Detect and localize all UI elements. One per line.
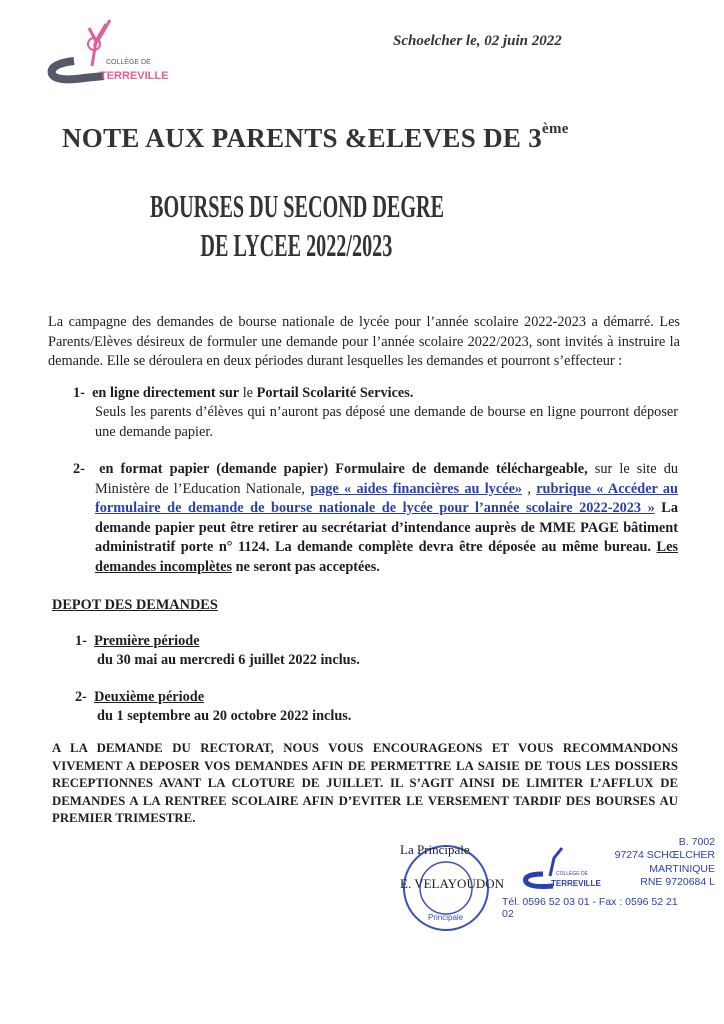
title-superscript: ème: [542, 121, 569, 137]
address-line: RNE 9720684 L: [640, 876, 715, 888]
period-1: [75, 632, 680, 670]
banner-wordart: [150, 180, 510, 280]
address-line: B. 7002: [678, 835, 715, 848]
svg-text:TERREVILLE: TERREVILLE: [100, 70, 169, 82]
incomplete-warning: Les demandes incomplètes: [95, 539, 678, 575]
document-title: [62, 123, 569, 154]
formulaire-link[interactable]: rubrique « Accéder au formulaire de demande de bourse nationale de lycée pour l’année scolaire 2022-2023 »: [95, 480, 678, 516]
banner-line1: BOURSES DU SECOND DEGRE: [150, 188, 445, 224]
intro-paragraph: La campagne des demandes de bourse nationale de lycée pour l’année scolaire 2022-2023 a démarré. Les Parents/Elèves désireux de formuler une demande pour l’année scolaire 2022/2023, sont invités à instruire la demande. Elle se déroulera en deux périodes durant lesquelles les demandes et pourront s’effecteur :: [48, 314, 680, 369]
item-heading: en format papier (demande papier) Formulaire de demande téléchargeable,: [99, 461, 588, 477]
college-logo: [44, 16, 169, 86]
list-item-online: [73, 384, 678, 443]
document-date: Schoelcher le, 02 juin 2022: [393, 33, 562, 49]
school-phone-fax: Tél. 0596 52 03 01 - Fax : 0596 52 21 02: [502, 895, 678, 920]
signatory-role: La Principale: [400, 841, 470, 857]
depot-heading: DEPOT DES DEMANDES: [52, 597, 218, 613]
item-text-bold: La demande papier peut être retirer au secrétariat d’intendance auprès de MME PAGE bâtiment administratif porte n° 1124. La demande complète devra être déposée au même bureau.: [95, 500, 678, 555]
school-address: [555, 836, 715, 890]
period-label: Première période: [94, 633, 200, 649]
item-number: 2-: [73, 461, 85, 477]
signature-block: [400, 842, 504, 892]
address-line: MARTINIQUE: [649, 862, 715, 875]
item-description: Seuls les parents d’élèves qui n’auront pas déposé une demande de bourse en ligne pourront déposer une demande papier.: [95, 404, 678, 440]
item-text: le: [239, 384, 257, 401]
period-2: [75, 688, 680, 726]
period-dates: du 1 septembre au 20 octobre 2022 inclus.: [97, 708, 352, 724]
list-item-paper: [73, 460, 678, 577]
period-dates: du 30 mai au mercredi 6 juillet 2022 inclus.: [97, 652, 360, 668]
address-line: 97274 SCHŒLCHER: [614, 849, 715, 861]
item-text: sur le site du Ministère de l’Education Nationale,: [95, 461, 678, 497]
item-heading: en ligne directement sur: [92, 384, 240, 401]
title-text: NOTE AUX PARENTS &ELEVES DE 3: [62, 123, 543, 153]
item-number: 1-: [73, 384, 85, 401]
item-text: ,: [522, 480, 537, 497]
banner-line2: DE LYCEE 2022/2023: [200, 227, 393, 264]
signature-footer: [48, 835, 715, 946]
period-number: 2-: [75, 689, 87, 705]
svg-text:COLLÈGE DE: COLLÈGE DE: [106, 59, 151, 66]
signatory-name: E. VELAYOUDON: [400, 875, 504, 891]
portal-name: Portail Scolarité Services.: [256, 384, 414, 401]
item-text-bold: ne seront pas acceptées.: [232, 558, 380, 575]
period-number: 1-: [75, 633, 87, 649]
svg-text:COLLÈGE DE: COLLÈGE DE: [556, 870, 588, 877]
svg-text:Principale: Principale: [428, 912, 464, 922]
period-label: Deuxième période: [94, 689, 205, 705]
aides-financieres-link[interactable]: page « aides financières au lycée»: [310, 480, 523, 497]
svg-text:TERREVILLE: TERREVILLE: [551, 878, 601, 888]
rectorat-notice: A LA DEMANDE DU RECTORAT, NOUS VOUS ENCOURAGEONS ET VOUS RECOMMANDONS VIVEMENT A DEPOSER VOS DEMANDES AFIN DE PERMETTRE LA SAISIE DE TOUS LES DOSSIERS RECEPTIONNES AVANT LA CLOTURE DE JUILLET. IL S’AGIT AINSI DE LIMITER L’AFFLUX DE DEMANDES A LA RENTREE SCOLAIRE AFIN D’EVITER LE VERSEMENT TARDIF DES BOURSES AU PREMIER TRIMESTRE.: [52, 741, 678, 825]
document-body: [48, 313, 715, 946]
